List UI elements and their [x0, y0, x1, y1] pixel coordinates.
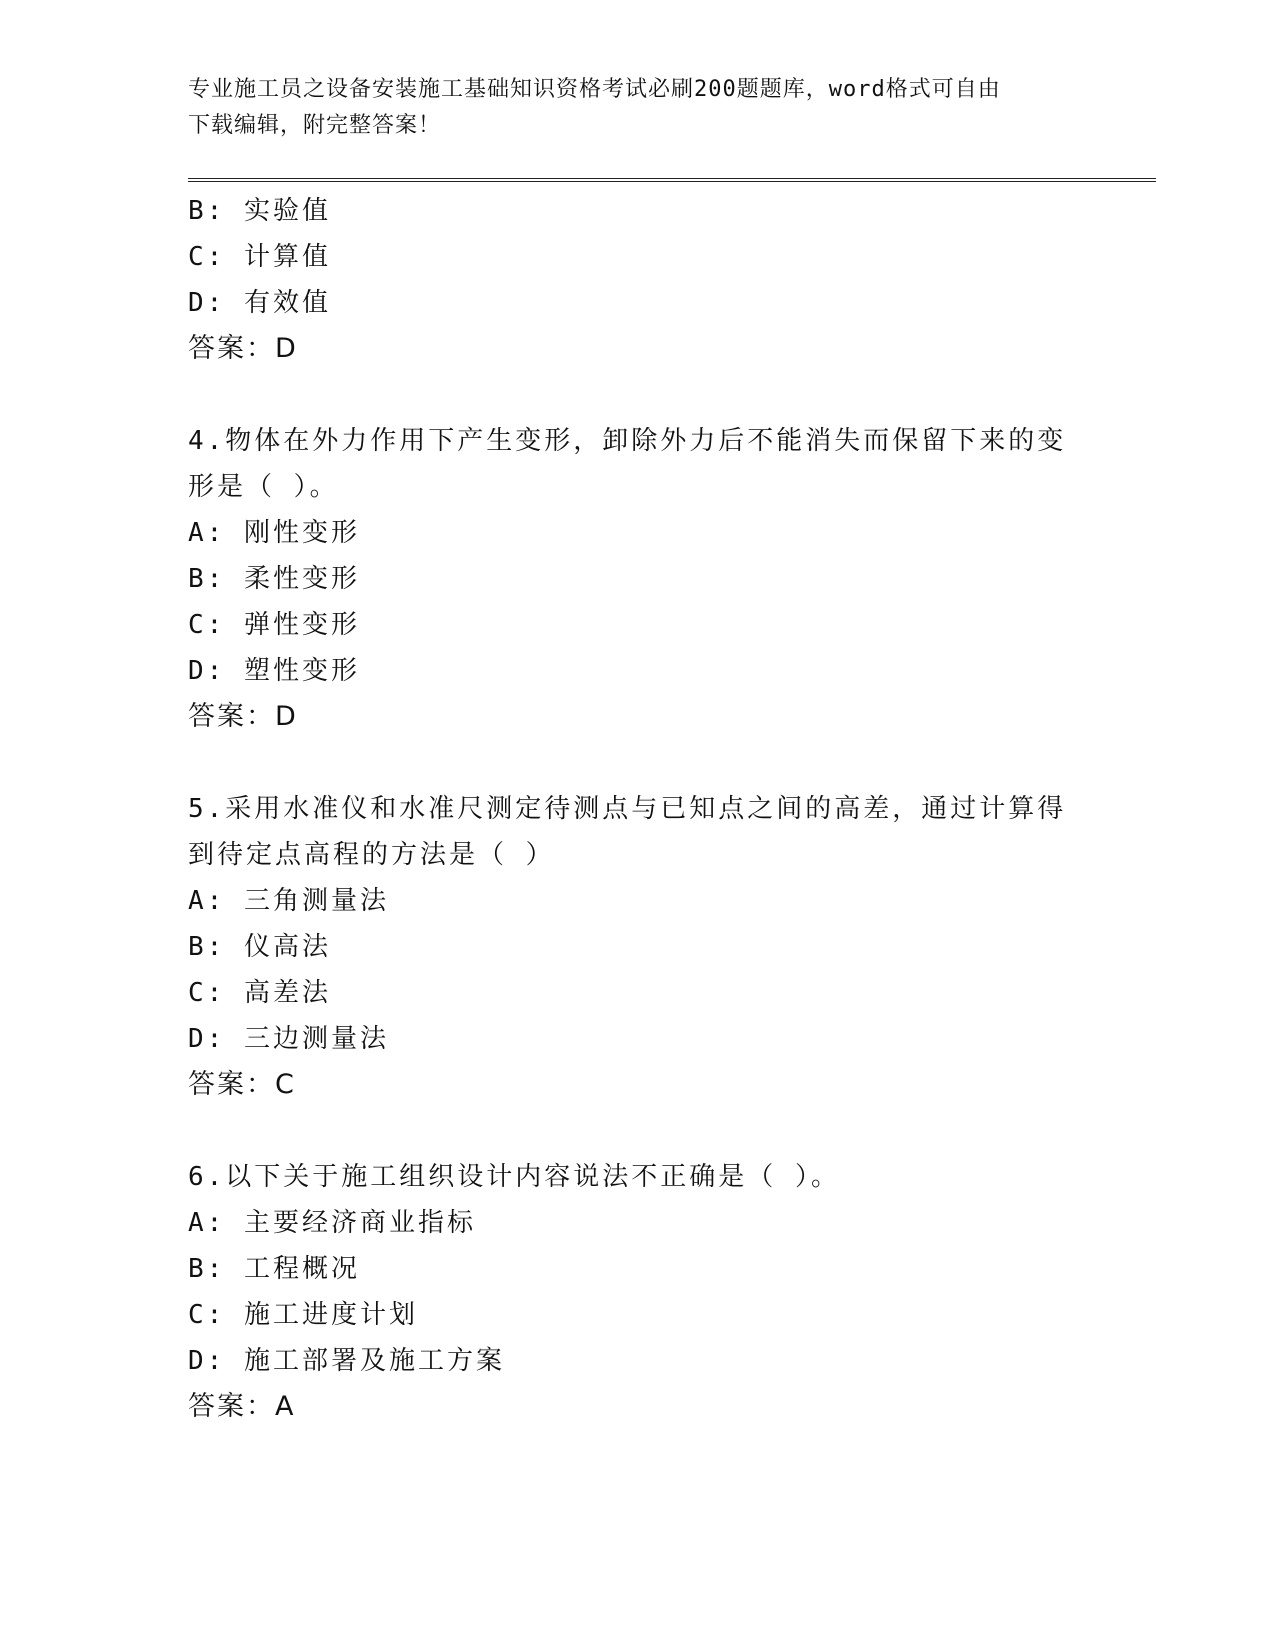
- option-letter: B: [188, 196, 207, 226]
- option-letter: D: [188, 288, 207, 318]
- option-text: 三边测量法: [243, 1024, 389, 1054]
- answer-value: D: [275, 333, 298, 364]
- option-text: 主要经济商业指标: [243, 1208, 476, 1238]
- option-separator: :: [206, 610, 244, 640]
- answer-value: D: [275, 701, 298, 732]
- option-c: [188, 970, 1088, 1016]
- answer-line: [188, 326, 1088, 372]
- option-a: [188, 1200, 1088, 1246]
- option-text: 工程概况: [243, 1254, 360, 1284]
- answer-value: C: [275, 1069, 296, 1100]
- option-d: [188, 1338, 1088, 1384]
- option-letter: D: [188, 656, 207, 686]
- option-separator: :: [206, 196, 244, 226]
- answer-line: [188, 694, 1088, 740]
- option-a: [188, 878, 1088, 924]
- option-d: [188, 648, 1088, 694]
- option-text: 施工进度计划: [243, 1300, 418, 1330]
- question-spacer: [188, 1108, 1088, 1154]
- option-letter: B: [188, 1254, 207, 1284]
- option-separator: :: [206, 978, 244, 1008]
- option-letter: D: [188, 1024, 207, 1054]
- option-letter: A: [188, 518, 207, 548]
- option-c: [188, 1292, 1088, 1338]
- option-text: 仪高法: [243, 932, 331, 962]
- option-a: [188, 510, 1088, 556]
- question-6: [188, 1154, 1088, 1430]
- question-3-tail: [188, 188, 1088, 372]
- answer-label: 答案：: [188, 1391, 275, 1422]
- question-spacer: [188, 740, 1088, 786]
- question-4: [188, 418, 1088, 740]
- question-stem-line-2: 形是（ ）。: [188, 472, 339, 502]
- option-separator: :: [206, 1024, 244, 1054]
- option-letter: D: [188, 1346, 207, 1376]
- option-separator: :: [206, 656, 244, 686]
- option-c: [188, 234, 1088, 280]
- option-letter: B: [188, 932, 207, 962]
- document-header: [188, 72, 1088, 144]
- option-text: 三角测量法: [243, 886, 389, 916]
- option-d: [188, 1016, 1088, 1062]
- answer-label: 答案：: [188, 701, 275, 732]
- option-b: [188, 1246, 1088, 1292]
- question-stem-line-2: 到待定点高程的方法是（ ）: [188, 840, 555, 870]
- answer-label: 答案：: [188, 333, 275, 364]
- answer-line: [188, 1062, 1088, 1108]
- option-b: [188, 188, 1088, 234]
- option-letter: B: [188, 564, 207, 594]
- option-letter: C: [188, 610, 207, 640]
- option-text: 有效值: [243, 288, 331, 318]
- question-stem-line-1: 6.以下关于施工组织设计内容说法不正确是（ ）。: [188, 1162, 840, 1192]
- question-stem-line-1: 4.物体在外力作用下产生变形，卸除外力后不能消失而保留下来的变: [188, 426, 1067, 456]
- option-letter: A: [188, 886, 207, 916]
- header-double-rule: [188, 178, 1156, 182]
- option-text: 高差法: [243, 978, 331, 1008]
- option-letter: C: [188, 242, 207, 272]
- option-separator: :: [206, 1208, 244, 1238]
- option-b: [188, 924, 1088, 970]
- option-separator: :: [206, 518, 244, 548]
- option-text: 柔性变形: [243, 564, 360, 594]
- question-list: [188, 188, 1088, 1430]
- question-5: [188, 786, 1088, 1108]
- option-separator: :: [206, 564, 244, 594]
- option-separator: :: [206, 1300, 244, 1330]
- option-text: 计算值: [243, 242, 331, 272]
- option-separator: :: [206, 288, 244, 318]
- header-line-1: 专业施工员之设备安装施工基础知识资格考试必刷200题题库，word格式可自由: [188, 77, 1001, 102]
- option-b: [188, 556, 1088, 602]
- answer-label: 答案：: [188, 1069, 275, 1100]
- option-separator: :: [206, 932, 244, 962]
- option-d: [188, 280, 1088, 326]
- option-text: 塑性变形: [243, 656, 360, 686]
- answer-value: A: [275, 1391, 296, 1422]
- option-text: 施工部署及施工方案: [243, 1346, 505, 1376]
- option-letter: A: [188, 1208, 207, 1238]
- question-spacer: [188, 372, 1088, 418]
- option-separator: :: [206, 1254, 244, 1284]
- option-text: 刚性变形: [243, 518, 360, 548]
- question-stem-line-1: 5.采用水准仪和水准尺测定待测点与已知点之间的高差，通过计算得: [188, 794, 1067, 824]
- option-separator: :: [206, 242, 244, 272]
- option-separator: :: [206, 1346, 244, 1376]
- option-letter: C: [188, 1300, 207, 1330]
- answer-line: [188, 1384, 1088, 1430]
- option-c: [188, 602, 1088, 648]
- option-text: 实验值: [243, 196, 331, 226]
- header-line-2: 下载编辑，附完整答案！: [188, 113, 442, 138]
- option-text: 弹性变形: [243, 610, 360, 640]
- option-separator: :: [206, 886, 244, 916]
- option-letter: C: [188, 978, 207, 1008]
